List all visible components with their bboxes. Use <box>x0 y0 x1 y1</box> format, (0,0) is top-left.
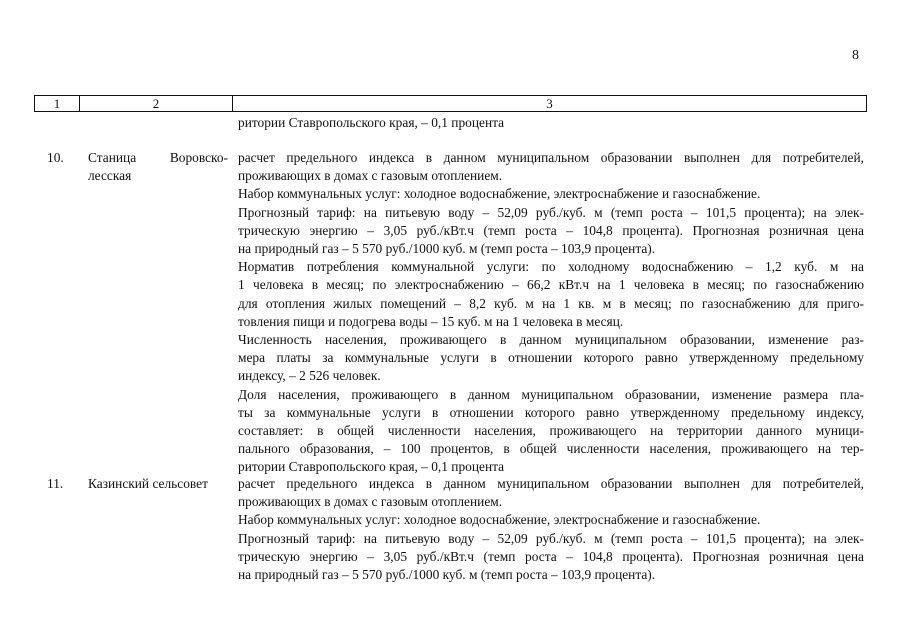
column-header-1: 1 <box>35 96 80 112</box>
entry-description <box>238 149 864 477</box>
municipality-name-part: Станица <box>88 150 137 165</box>
table-header-row <box>34 95 867 112</box>
text-line: пального образования, – 100 процентов, в общей численности населения, проживающего на тер- <box>238 441 864 457</box>
column-header-3: 3 <box>233 96 867 112</box>
text-line: проживающих в домах с газовым отоплением. <box>238 494 503 510</box>
text-line: Прогнозный тариф: на питьевую воду – 52,09 руб./куб. м (темп роста – 101,5 процента); на элек- <box>238 204 864 220</box>
text-line: ритории Ставропольского края, – 0,1 процента <box>238 459 505 475</box>
municipality-name <box>88 149 228 185</box>
entry-number: 10. <box>47 150 64 165</box>
page-number: 8 <box>852 48 859 63</box>
text-line: ты за коммунальные услуги в отношении которого равно утвержденному предельному индексу, <box>238 404 864 420</box>
text-line: Доля населения, проживающего в данном муниципальном образовании, изменение размера пла- <box>238 386 864 402</box>
municipality-name: Казинский сельсовет <box>88 476 208 491</box>
text-line: индексу, – 2 526 человек. <box>238 368 381 384</box>
text-line: составляет: в общей численности населения, проживающего на территории данного муници- <box>238 423 864 439</box>
text-line: проживающих в домах с газовым отоплением. <box>238 168 503 184</box>
municipality-name-part: Воровско- <box>169 150 228 165</box>
text-line: Норматив потребления коммунальной услуги: по холодному водоснабжению – 1,2 куб. м на <box>238 259 864 275</box>
text-line: расчет предельного индекса в данном муниципальном образовании выполнен для потребителей, <box>238 476 864 491</box>
text-line: Набор коммунальных услуг: холодное водоснабжение, электроснабжение и газоснабжение. <box>238 512 761 528</box>
text-line: на природный газ – 5 570 руб./1000 куб. м (темп роста – 103,9 процента). <box>238 567 656 583</box>
municipality-name-part: лесская <box>88 168 132 184</box>
text-line: трическую энергию – 3,05 руб./кВт.ч (темп роста – 104,8 процента). Прогнозная розничная цена <box>238 548 864 564</box>
text-line: Прогнозный тариф: на питьевую воду – 52,09 руб./куб. м (темп роста – 101,5 процента); на элек- <box>238 530 864 546</box>
text-line: для отопления жилых помещений – 8,2 куб. м на 1 кв. м в месяц; по газоснабжению для приго- <box>238 295 864 311</box>
entry-description <box>238 475 864 584</box>
text-line: трическую энергию – 3,05 руб./кВт.ч (темп роста – 104,8 процента). Прогнозная розничная цена <box>238 222 864 238</box>
text-line: мера платы за коммунальные услуги в отношении которого равно утвержденному предельному <box>238 350 864 366</box>
text-line: расчет предельного индекса в данном муниципальном образовании выполнен для потребителей, <box>238 150 864 165</box>
text-line: на природный газ – 5 570 руб./1000 куб. м (темп роста – 103,9 процента). <box>238 241 656 257</box>
entry-number: 11. <box>47 476 64 491</box>
text-line: товления пищи и подогрева воды – 15 куб. м на 1 человека в месяц. <box>238 313 624 329</box>
text-line: 1 человека в месяц; по электроснабжению – 66,2 кВт.ч на 1 человека в месяц; по газоснабжению <box>238 277 864 293</box>
text-line: Численность населения, проживающего в данном муниципальном образовании, изменение раз- <box>238 332 864 348</box>
continuation-text: ритории Ставропольского края, – 0,1 процента <box>238 115 505 130</box>
text-line: Набор коммунальных услуг: холодное водоснабжение, электроснабжение и газоснабжение. <box>238 186 761 202</box>
column-header-2: 2 <box>80 96 233 112</box>
